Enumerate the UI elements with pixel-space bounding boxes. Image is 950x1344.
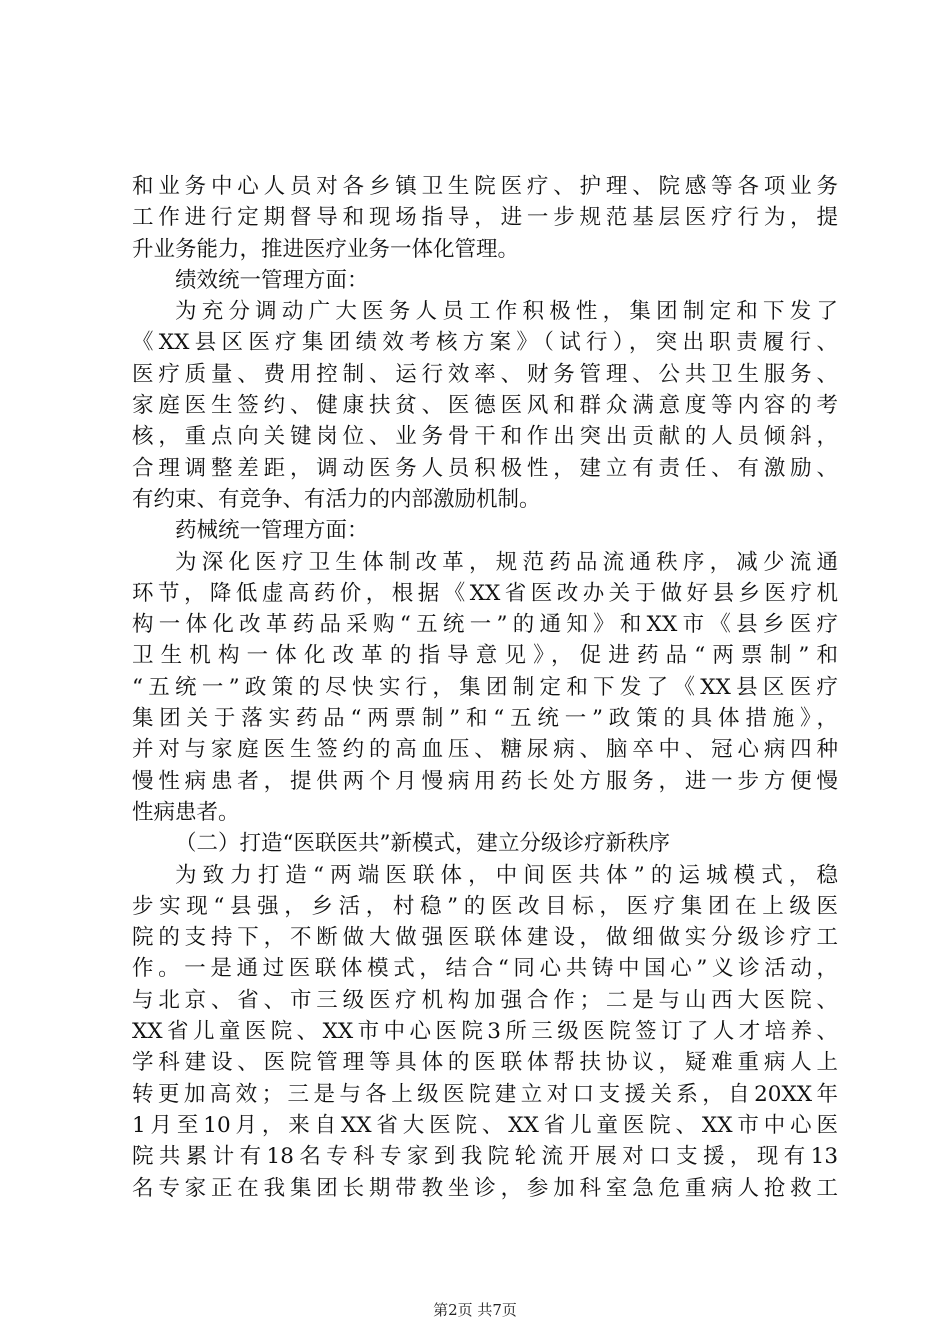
text-line: （二）打造“医联医共”新模式，建立分级诊疗新秩序 — [175, 831, 670, 857]
text-line: 家庭医生签约、健康扶贫、医德医风和群众满意度等内容的考 — [132, 393, 838, 419]
page-footer: 第2页 共7页 — [433, 1301, 517, 1319]
document-body — [132, 171, 838, 1204]
text-line: 慢性病患者，提供两个月慢病用药长处方服务，进一步方便慢 — [132, 768, 838, 794]
text-line: 药械统一管理方面： — [175, 518, 369, 544]
text-line: 有约束、有竞争、有活力的内部激励机制。 — [132, 486, 541, 512]
text-line: 名专家正在我集团长期带教坐诊，参加科室急危重病人抢救工 — [132, 1175, 838, 1201]
text-line: 转更加高效；三是与各上级医院建立对口支援关系，自20XX年 — [132, 1081, 838, 1107]
text-line: 医疗质量、费用控制、运行效率、财务管理、公共卫生服务、 — [132, 361, 838, 387]
text-line: 学科建设、医院管理等具体的医联体帮扶协议，疑难重病人上 — [132, 1050, 838, 1076]
text-line: 核，重点向关键岗位、业务骨干和作出突出贡献的人员倾斜， — [132, 424, 838, 450]
text-line: 为充分调动广大医务人员工作积极性，集团制定和下发了 — [175, 299, 838, 325]
text-line: 构一体化改革药品采购“五统一”的通知》和XX市《县乡医疗 — [132, 612, 838, 638]
text-line: 环节，降低虚高药价，根据《XX省医改办关于做好县乡医疗机 — [132, 580, 838, 606]
text-line: 院共累计有18名专科专家到我院轮流开展对口支援，现有13 — [132, 1144, 838, 1170]
text-line: 卫生机构一体化改革的指导意见》，促进药品“两票制”和 — [132, 643, 838, 669]
text-line: “五统一”政策的尽快实行，集团制定和下发了《XX县区医疗 — [132, 674, 838, 700]
text-line: XX省儿童医院、XX市中心医院3所三级医院签订了人才培养、 — [132, 1019, 838, 1045]
text-line: 性病患者。 — [132, 799, 240, 825]
text-line: 1月至10月，来自XX省大医院、XX省儿童医院、XX市中心医 — [132, 1112, 838, 1138]
text-line: 工作进行定期督导和现场指导，进一步规范基层医疗行为，提 — [132, 205, 838, 231]
text-line: 升业务能力，推进医疗业务一体化管理。 — [132, 236, 520, 262]
text-line: 院的支持下，不断做大做强医联体建设，做细做实分级诊疗工 — [132, 925, 838, 951]
text-line: 《XX县区医疗集团绩效考核方案》（试行），突出职责履行、 — [132, 330, 838, 356]
text-line: 为致力打造“两端医联体，中间医共体”的运城模式，稳 — [175, 862, 838, 888]
text-line: 合理调整差距，调动医务人员积极性，建立有责任、有激励、 — [132, 455, 838, 481]
text-line: 作。一是通过医联体模式，结合“同心共铸中国心”义诊活动， — [132, 956, 838, 982]
text-line: 并对与家庭医生签约的高血压、糖尿病、脑卒中、冠心病四种 — [132, 737, 838, 763]
text-line: 为深化医疗卫生体制改革，规范药品流通秩序，减少流通 — [175, 549, 838, 575]
text-line: 与北京、省、市三级医疗机构加强合作；二是与山西大医院、 — [132, 987, 838, 1013]
text-line: 集团关于落实药品“两票制”和“五统一”政策的具体措施》， — [132, 706, 838, 732]
text-line: 绩效统一管理方面： — [175, 267, 369, 293]
text-line: 和业务中心人员对各乡镇卫生院医疗、护理、院感等各项业务 — [132, 174, 838, 199]
text-line: 步实现“县强，乡活，村稳”的医改目标，医疗集团在上级医 — [132, 893, 838, 919]
